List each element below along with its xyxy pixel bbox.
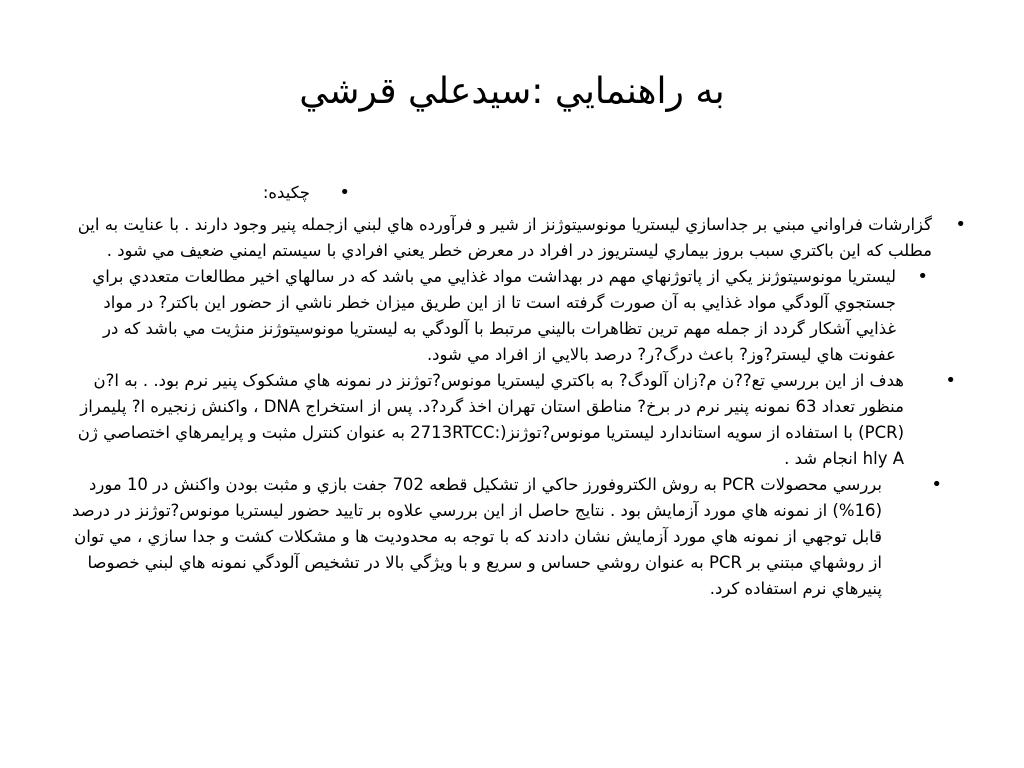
paragraph-2 <box>60 264 960 368</box>
paragraph-1-text: گزارشات فراواني مبني بر جداسازي ليستريا مونوسيتوژنز از شير و فرآورده هاي لبني ازجمله پنير وجود دارند . با عنايت به اين مطلب که اين باکتري سبب بروز بيماري ليستريوز در افراد در معرض خطر يعني افرادي با سيستم ايمني ضعيف مي شود . <box>77 215 932 260</box>
bullet-icon: • <box>339 182 350 203</box>
slide-title: به راهنمايي :سيدعلي قرشي <box>299 71 725 112</box>
abstract-heading-item <box>60 180 960 206</box>
slide-body <box>60 176 966 602</box>
paragraph-2-text: ليستريا مونوسيتوژنز يکي از پاتوژنهاي مهم در بهداشت مواد غذايي مي باشد که در سالهاي اخير مطالعات متعددي براي جستجوي آلودگي مواد غذايي به آن صورت گرفته است تا از اين طريق ميزان خطر ناشي از حضور اين باکتر? در مواد غذايي آشکار گردد از جمله مهم ترين تظاهرات باليني مرتبط با آلودگي به ليستريا مونوسيتوژنز منژيت مي باشد که در عفونت هاي ليستر?وز? باعث درگ?ر? درصد بالايي از افراد مي شود. <box>92 267 896 364</box>
bullet-icon: • <box>931 474 942 495</box>
paragraph-3-text: هدف از اين بررسي تع??ن م?زان آلودگ? به باکتري ليستريا مونوس?توژنز در نمونه هاي مشکوک پنير نرم بود. . به ا?ن منظور تعداد 63 نمونه پنير نرم در برخ? مناطق استان تهران اخذ گرد?د. پس از استخراج DNA ، واکنش زنجيره ا? پليمراز (PCR) با استفاده از سويه استاندارد ليستريا مونوس?توژنز(:2713RTCC به عنوان کنترل مثبت و پرايمرهاي اختصاصي ژن hly A انجام شد . <box>77 371 904 468</box>
bullet-icon: • <box>955 214 966 235</box>
paragraph-4-text: بررسي محصولات PCR به روش الکتروفورز حاکي از تشکيل قطعه 702 جفت بازي و مثبت بودن واکنش در 10 مورد (16%) از نمونه هاي مورد آزمايش بود . نتايج حاصل از اين بررسي علاوه بر تاييد حضور ليستريا مونوس?توژنز در درصد قابل توجهي از نمونه هاي مورد آزمايش نشان دادند که با توجه به محدوديت ها و مشکلات کشت و جدا سازي ، مي توان از روشهاي مبتني بر PCR به عنوان روشي حساس و سريع و با ويژگي بالا در تشخيص آلودگي نمونه هاي لبني خصوصا پنيرهاي نرم استفاده کرد. <box>71 475 882 598</box>
abstract-heading: چکيده: <box>262 183 310 202</box>
paragraph-4 <box>60 472 960 602</box>
bullet-icon: • <box>945 370 956 391</box>
paragraph-3 <box>60 368 960 472</box>
paragraph-1 <box>60 212 966 264</box>
bullet-icon: • <box>917 266 928 287</box>
